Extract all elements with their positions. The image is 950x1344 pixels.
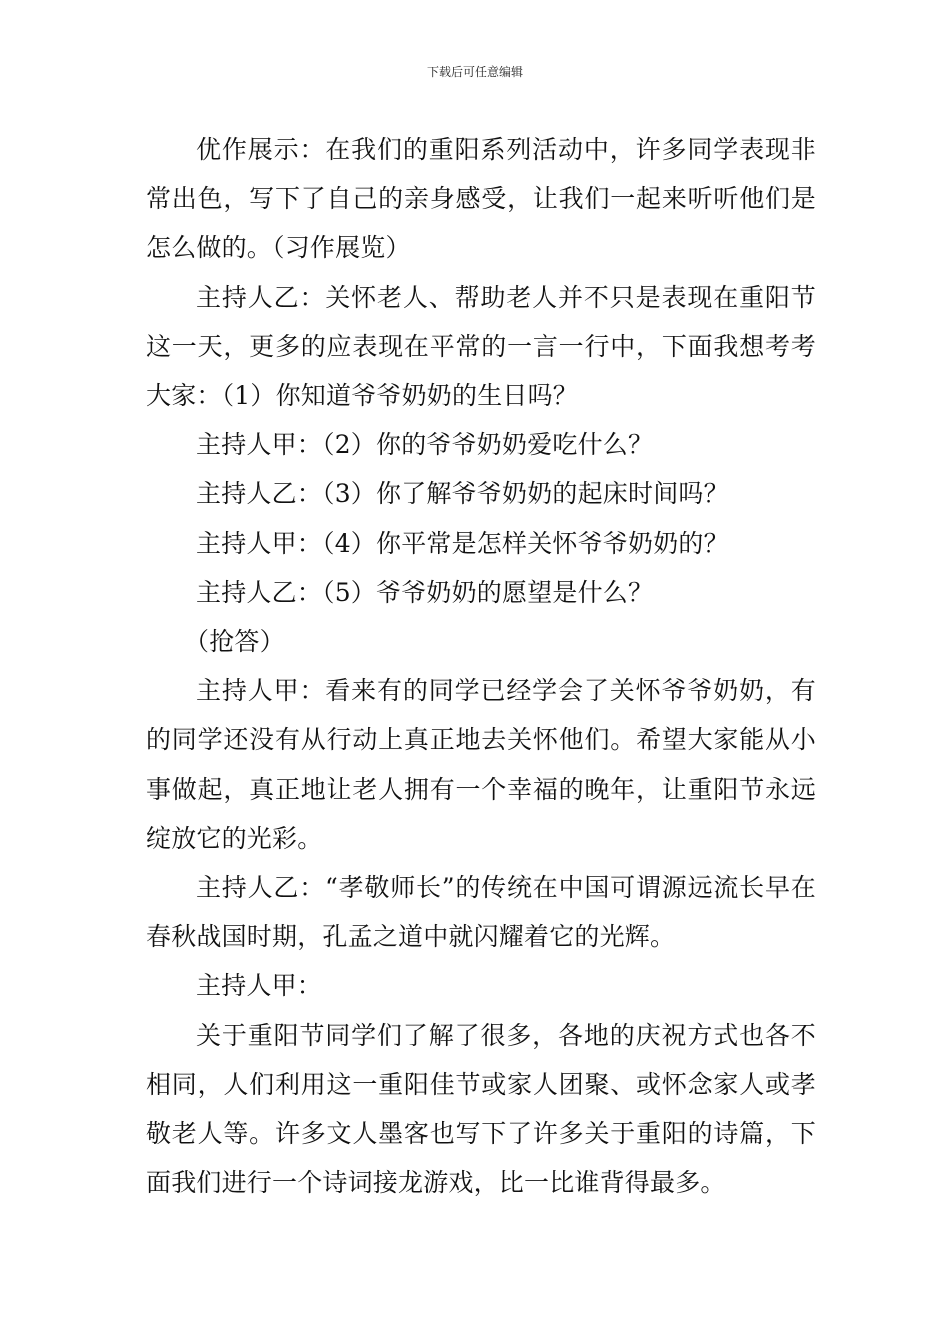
paragraph-host-a-label: 主持人甲：	[196, 971, 323, 1001]
paragraph-host-b-question-3: 主持人乙：（3）你了解爷爷奶奶的起床时间吗？	[196, 479, 729, 509]
page-header: 下载后可任意编辑	[426, 65, 523, 79]
paragraph-poem-game: 关于重阳节同学们了解了很多，各地的庆祝方式也各不相同，人们利用这一重阳佳节或家人团聚、或怀念家人或孝敬老人等。许多文人墨客也写下了许多关于重阳的诗篇，下面我们进行一个诗词接龙游戏，比一比谁背得最多。	[146, 1020, 816, 1198]
paragraph-host-b-tradition: 主持人乙：“孝敬师长”的传统在中国可谓源远流长早在春秋战国时期，孔孟之道中就闪耀着它的光辉。	[146, 873, 816, 952]
paragraph-host-b-question-5: 主持人乙：（5）爷爷奶奶的愿望是什么？	[196, 577, 654, 607]
document-body	[146, 125, 816, 1207]
paragraph-host-a-summary: 主持人甲：看来有的同学已经学会了关怀爷爷奶奶，有的同学还没有从行动上真正地去关怀他们。希望大家能从小事做起，真正地让老人拥有一个幸福的晚年，让重阳节永远绽放它的光彩。	[146, 676, 816, 853]
paragraph-quick-answer: （抢答）	[184, 627, 285, 657]
paragraph-host-a-question-4: 主持人甲：（4）你平常是怎样关怀爷爷奶奶的？	[196, 528, 729, 558]
paragraph-showcase: 优作展示：在我们的重阳系列活动中，许多同学表现非常出色，写下了自己的亲身感受，让我们一起来听听他们是怎么做的。（习作展览）	[146, 135, 816, 263]
paragraph-host-a-question-2: 主持人甲：（2）你的爷爷奶奶爱吃什么？	[196, 430, 654, 460]
paragraph-host-b-question-1: 主持人乙：关怀老人、帮助老人并不只是表现在重阳节这一天，更多的应表现在平常的一言一行中，下面我想考考大家：（1）你知道爷爷奶奶的生日吗？	[146, 282, 816, 411]
